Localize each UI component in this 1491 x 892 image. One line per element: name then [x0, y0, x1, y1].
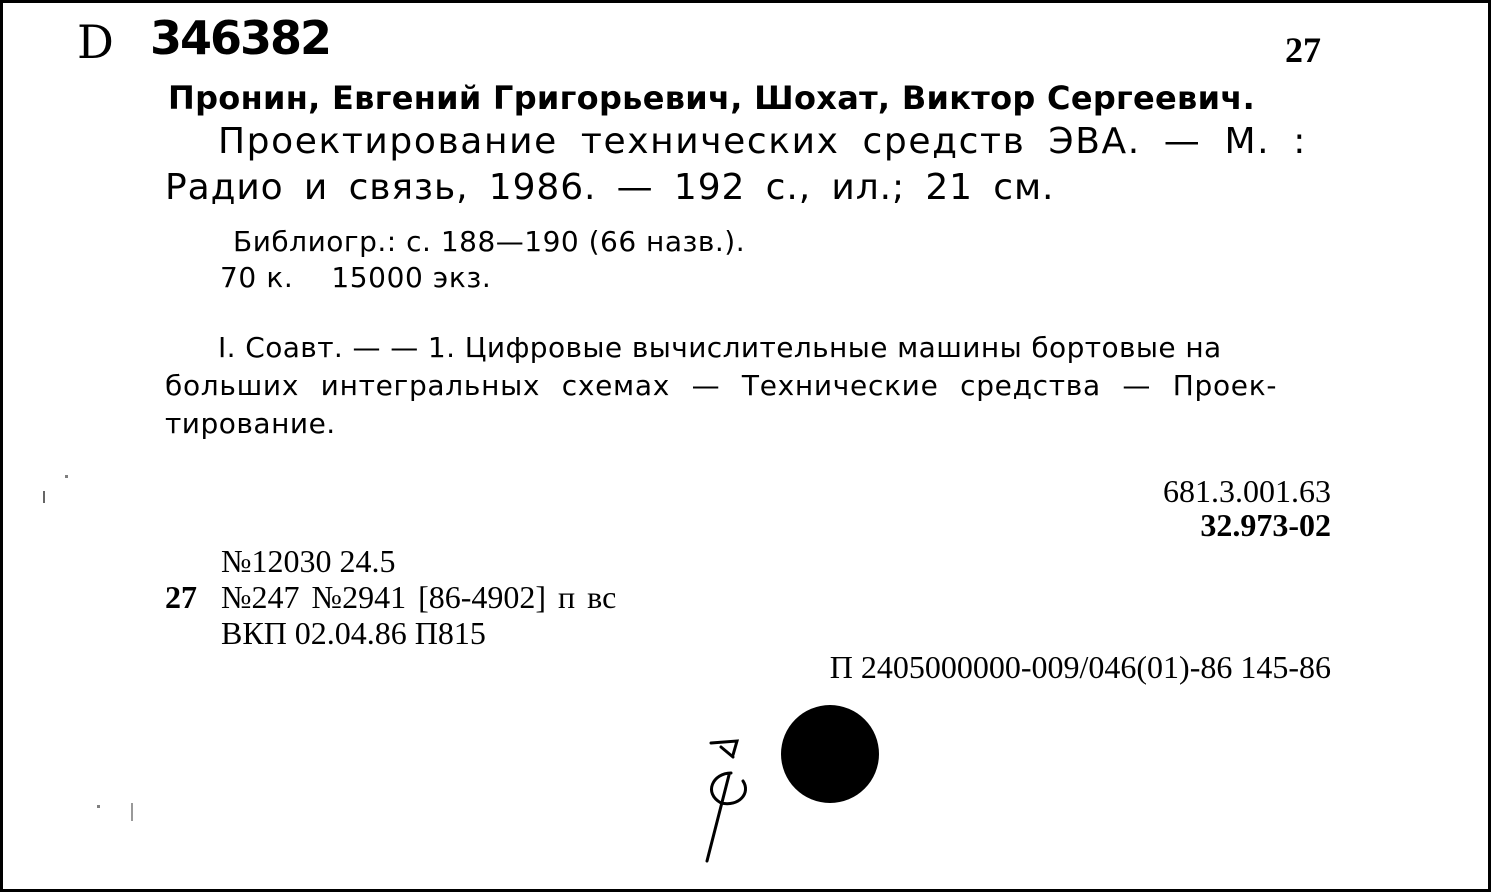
- order-prefix: 27: [165, 579, 197, 615]
- title-line-2: Радио и связь, 1986. — 192 с., ил.; 21 см.: [165, 167, 1055, 208]
- vkp-line: ВКП 02.04.86 П815: [221, 615, 486, 651]
- speck-mark: [97, 805, 100, 808]
- price-and-copies: 70 к. 15000 экз.: [220, 261, 492, 294]
- call-number: 346382: [150, 11, 331, 65]
- bbk-index: 32.973-02: [1200, 507, 1331, 543]
- speck-mark: [43, 491, 45, 503]
- order-line: №247 №2941 [86-4902] п вс: [221, 579, 617, 615]
- record-number: №12030 24.5: [221, 543, 396, 579]
- title-line-1: Проектирование технических средств ЭВА. — М. :: [218, 121, 1307, 162]
- udc-index: 681.3.001.63: [1163, 473, 1331, 509]
- subject-headings-line-2: больших интегральных схемах — Технические средства — Проек-: [165, 369, 1278, 402]
- subject-headings-line-3: тирование.: [165, 407, 336, 440]
- punched-hole: [781, 705, 879, 803]
- publisher-code: П 2405000000-009/046(01)-86 145-86: [829, 649, 1331, 685]
- authors-heading: Пронин, Евгений Григорьевич, Шохат, Виктор Сергеевич.: [168, 79, 1256, 117]
- handwritten-mark: [693, 733, 763, 873]
- speck-mark: [65, 475, 68, 478]
- page-number: 27: [1285, 30, 1321, 70]
- bibliography-note: Библиогр.: с. 188—190 (66 назв.).: [233, 225, 746, 258]
- speck-mark: [131, 803, 133, 821]
- subject-headings-line-1: I. Соавт. — — 1. Цифровые вычислительные машины бортовые на: [218, 331, 1222, 364]
- handwritten-prefix: D: [77, 15, 114, 69]
